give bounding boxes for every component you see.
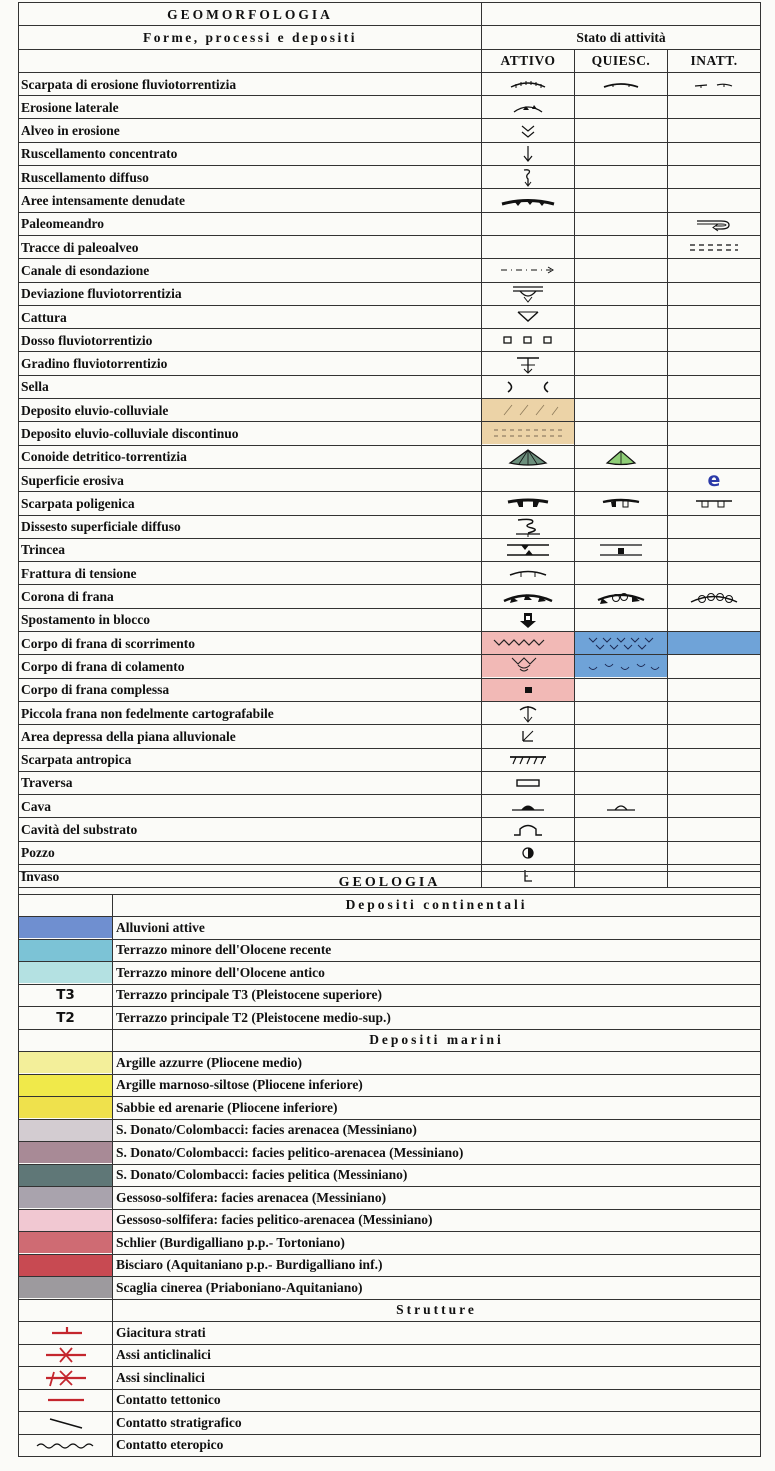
empty-cell: [482, 468, 575, 491]
debris-fan-q-symbol: [575, 445, 668, 468]
empty-cell: [668, 259, 761, 282]
column-header: INATT.: [668, 49, 761, 72]
geology-label: Alluvioni attive: [113, 917, 761, 940]
empty-cell: [575, 119, 668, 142]
quarry-symbol: [482, 795, 575, 818]
scarp-erosion-q-symbol: [575, 72, 668, 95]
empty-cell: [575, 282, 668, 305]
empty-cell: [668, 841, 761, 864]
landform-label: Sella: [19, 375, 482, 398]
paleochannel-symbol: [668, 235, 761, 258]
geomorphology-row: [19, 259, 761, 282]
empty-cell: [575, 818, 668, 841]
empty-cell: [575, 399, 668, 422]
depressed-area-symbol: [482, 725, 575, 748]
empty-cell: [668, 375, 761, 398]
empty-cell: [668, 771, 761, 794]
slide-body-i-symbol: [668, 632, 761, 655]
eluvial-deposit-discontinuous-symbol: [482, 422, 575, 445]
weir-symbol: [482, 771, 575, 794]
empty-cell: [482, 212, 575, 235]
empty-cell: [575, 562, 668, 585]
svg-text:e: e: [707, 470, 721, 491]
structure-label: Assi anticlinalici: [113, 1344, 761, 1367]
geology-row: [19, 984, 761, 1007]
column-header: ATTIVO: [482, 49, 575, 72]
polygenic-scarp-i-symbol: [668, 492, 761, 515]
landslide-crown-q-symbol: [575, 585, 668, 608]
landform-label: Corpo di frana complessa: [19, 678, 482, 701]
blank: [19, 894, 113, 917]
erosive-surface-symbol: [668, 468, 761, 491]
structures-title: Strutture: [113, 1299, 761, 1322]
geomorphology-row: [19, 585, 761, 608]
slide-body-symbol: [482, 632, 575, 655]
scarp-erosion-i-symbol: [668, 72, 761, 95]
geology-title: GEOLOGIA: [19, 872, 761, 895]
lateral-erosion-symbol: [482, 96, 575, 119]
tectonic-contact-symbol: [19, 1389, 113, 1412]
syncline-symbol: [19, 1367, 113, 1390]
structure-row: [19, 1434, 761, 1457]
geology-row: [19, 939, 761, 962]
structure-row: [19, 1389, 761, 1412]
landform-label: Superficie erosiva: [19, 468, 482, 491]
landform-label: Gradino fluviotorrentizio: [19, 352, 482, 375]
empty-cell: [575, 329, 668, 352]
substrate-cavity-symbol: [482, 818, 575, 841]
empty-cell: [668, 399, 761, 422]
geomorphology-row: [19, 72, 761, 95]
color-swatch: [19, 1209, 113, 1232]
empty-cell: [668, 795, 761, 818]
geology-row: [19, 1277, 761, 1300]
empty-cell: [668, 748, 761, 771]
landform-label: Scarpata antropica: [19, 748, 482, 771]
geomorphology-row: [19, 422, 761, 445]
anthropic-scarp-symbol: [482, 748, 575, 771]
empty-cell: [575, 608, 668, 631]
landslide-crown-i-symbol: [668, 585, 761, 608]
geomorphology-row: [19, 841, 761, 864]
color-swatch: [19, 1164, 113, 1187]
stratigraphic-contact-symbol: [19, 1412, 113, 1435]
color-swatch: [19, 1074, 113, 1097]
empty-cell: [668, 678, 761, 701]
geology-label: Sabbie ed arenarie (Pliocene inferiore): [113, 1097, 761, 1120]
structure-label: Contatto eteropico: [113, 1434, 761, 1457]
landform-label: Traversa: [19, 771, 482, 794]
geomorphology-row: [19, 655, 761, 678]
slide-body-q-symbol: [575, 632, 668, 655]
geology-row: [19, 962, 761, 985]
landform-label: Dosso fluviotorrentizio: [19, 329, 482, 352]
empty-cell: [668, 119, 761, 142]
empty-cell: [668, 701, 761, 724]
geomorphology-row: [19, 515, 761, 538]
geology-row: [19, 1007, 761, 1030]
color-swatch: [19, 1277, 113, 1300]
landform-label: Aree intensamente denudate: [19, 189, 482, 212]
structure-label: Assi sinclinalici: [113, 1367, 761, 1390]
geology-label: Argille marnoso-siltose (Pliocene inferiore): [113, 1074, 761, 1097]
geology-label: Bisciaro (Aquitaniano p.p.- Burdigalliano inf.): [113, 1254, 761, 1277]
geomorphology-row: [19, 352, 761, 375]
tension-fracture-symbol: [482, 562, 575, 585]
empty-cell: [668, 142, 761, 165]
empty-cell: [575, 352, 668, 375]
landform-label: Frattura di tensione: [19, 562, 482, 585]
geology-label: Scaglia cinerea (Priaboniano-Aquitaniano): [113, 1277, 761, 1300]
empty-cell: [575, 468, 668, 491]
geology-label: Gessoso-solfifera: facies pelitico-arenacea (Messiniano): [113, 1209, 761, 1232]
structure-label: Contatto stratigrafico: [113, 1412, 761, 1435]
debris-fan-symbol: [482, 445, 575, 468]
geomorphology-row: [19, 399, 761, 422]
geology-label: Terrazzo minore dell'Olocene antico: [113, 962, 761, 985]
color-swatch: [19, 939, 113, 962]
empty-cell: [575, 375, 668, 398]
geology-row: [19, 917, 761, 940]
geology-label: S. Donato/Colombacci: facies pelitica (Messiniano): [113, 1164, 761, 1187]
geomorphology-row: [19, 678, 761, 701]
geology-row: [19, 1097, 761, 1120]
bedding-symbol: [19, 1322, 113, 1345]
empty-cell: [575, 235, 668, 258]
landform-label: Corona di frana: [19, 585, 482, 608]
geomorphology-row: [19, 235, 761, 258]
empty-cell: [575, 259, 668, 282]
geology-row: [19, 1142, 761, 1165]
color-swatch: [19, 1254, 113, 1277]
empty-cell: [575, 701, 668, 724]
column-header: QUIESC.: [575, 49, 668, 72]
geomorphology-row: [19, 375, 761, 398]
empty-cell: [668, 352, 761, 375]
geology-label: S. Donato/Colombacci: facies pelitico-arenacea (Messiniano): [113, 1142, 761, 1165]
flow-body-symbol: [482, 655, 575, 678]
empty-cell: [575, 841, 668, 864]
geology-row: [19, 1209, 761, 1232]
empty-cell: [668, 608, 761, 631]
geology-label: Schlier (Burdigalliano p.p.- Tortoniano): [113, 1232, 761, 1255]
continental-deposits-title: Depositi continentali: [113, 894, 761, 917]
landform-label: Piccola frana non fedelmente cartografabile: [19, 701, 482, 724]
landform-label: Corpo di frana di colamento: [19, 655, 482, 678]
empty-cell: [668, 282, 761, 305]
landform-label: Deposito eluvio-colluviale: [19, 399, 482, 422]
geomorphology-title: GEOMORFOLOGIA: [19, 3, 482, 26]
empty-cell: [575, 189, 668, 212]
empty-cell: [668, 422, 761, 445]
empty-cell: [575, 212, 668, 235]
geomorphology-row: [19, 212, 761, 235]
empty-cell: [575, 305, 668, 328]
paleomeander-symbol: [668, 212, 761, 235]
landform-label: Paleomeandro: [19, 212, 482, 235]
geomorphology-row: [19, 305, 761, 328]
eluvial-deposit-symbol: [482, 399, 575, 422]
geology-row: [19, 1254, 761, 1277]
geology-label: Terrazzo principale T2 (Pleistocene medio-sup.): [113, 1007, 761, 1030]
geology-row: [19, 1119, 761, 1142]
color-swatch: [19, 1119, 113, 1142]
structure-row: [19, 1367, 761, 1390]
geomorphology-row: [19, 282, 761, 305]
empty-cell: [575, 748, 668, 771]
color-swatch: [19, 962, 113, 985]
geology-row: [19, 1164, 761, 1187]
landslide-crown-symbol: [482, 585, 575, 608]
landform-label: Cattura: [19, 305, 482, 328]
landform-label: Cavità del substrato: [19, 818, 482, 841]
header-spacer: [19, 49, 482, 72]
geomorphology-row: [19, 562, 761, 585]
scarp-erosion-symbol: [482, 72, 575, 95]
landform-label: Canale di esondazione: [19, 259, 482, 282]
saddle-symbol: [482, 375, 575, 398]
geology-label: Argille azzurre (Pliocene medio): [113, 1052, 761, 1075]
geomorphology-row: [19, 142, 761, 165]
trench-symbol: [482, 538, 575, 561]
structure-row: [19, 1322, 761, 1345]
trench-q-symbol: [575, 538, 668, 561]
marine-deposits-title: Depositi marini: [113, 1029, 761, 1052]
geomorphology-subtitle: Forme, processi e depositi: [19, 26, 482, 49]
block-displacement-symbol: [482, 608, 575, 631]
empty-cell: [668, 305, 761, 328]
structure-label: Contatto tettonico: [113, 1389, 761, 1412]
geomorphology-row: [19, 818, 761, 841]
empty-cell: [668, 445, 761, 468]
polygenic-scarp-symbol: [482, 492, 575, 515]
denuded-area-symbol: [482, 189, 575, 212]
surface-instability-symbol: [482, 515, 575, 538]
landform-label: Scarpata di erosione fluviotorrentizia: [19, 72, 482, 95]
header-blank: [482, 3, 761, 26]
diffuse-runoff-symbol: [482, 166, 575, 189]
river-ridge-symbol: [482, 329, 575, 352]
color-swatch: [19, 917, 113, 940]
empty-cell: [575, 142, 668, 165]
landform-label: Cava: [19, 795, 482, 818]
empty-cell: [575, 515, 668, 538]
color-swatch: [19, 1187, 113, 1210]
geology-label: Terrazzo minore dell'Olocene recente: [113, 939, 761, 962]
empty-cell: [668, 538, 761, 561]
empty-cell: [668, 96, 761, 119]
geomorphology-row: [19, 538, 761, 561]
color-swatch: [19, 1232, 113, 1255]
geology-row: [19, 1187, 761, 1210]
anticline-symbol: [19, 1344, 113, 1367]
geology-row: [19, 1074, 761, 1097]
complex-body-symbol: [482, 678, 575, 701]
empty-cell: [668, 189, 761, 212]
color-swatch: [19, 1097, 113, 1120]
landform-label: Pozzo: [19, 841, 482, 864]
landform-label: Invaso: [19, 864, 482, 887]
landform-label: Scarpata poligenica: [19, 492, 482, 515]
empty-cell: [668, 818, 761, 841]
empty-cell: [575, 771, 668, 794]
polygenic-scarp-q-symbol: [575, 492, 668, 515]
riverbed-erosion-symbol: [482, 119, 575, 142]
empty-cell: [575, 678, 668, 701]
landform-label: Trincea: [19, 538, 482, 561]
concentrated-runoff-symbol: [482, 142, 575, 165]
geomorphology-row: [19, 96, 761, 119]
geology-row: [19, 1232, 761, 1255]
terrace-code: T2: [19, 1007, 113, 1030]
geomorphology-row: [19, 608, 761, 631]
structure-row: [19, 1412, 761, 1435]
geology-row: [19, 1052, 761, 1075]
landform-label: Corpo di frana di scorrimento: [19, 632, 482, 655]
empty-cell: [575, 96, 668, 119]
overflow-channel-symbol: [482, 259, 575, 282]
activity-state-label: Stato di attività: [482, 26, 761, 49]
river-deviation-symbol: [482, 282, 575, 305]
geology-table: [18, 871, 761, 1457]
empty-cell: [668, 166, 761, 189]
structure-label: Giacitura strati: [113, 1322, 761, 1345]
landform-label: Tracce di paleoalveo: [19, 235, 482, 258]
geomorphology-row: [19, 119, 761, 142]
geomorphology-row: [19, 795, 761, 818]
landform-label: Ruscellamento concentrato: [19, 142, 482, 165]
blank: [19, 1299, 113, 1322]
quarry-q-symbol: [575, 795, 668, 818]
empty-cell: [575, 166, 668, 189]
geomorphology-row: [19, 492, 761, 515]
geomorphology-row: [19, 189, 761, 212]
geology-label: S. Donato/Colombacci: facies arenacea (Messiniano): [113, 1119, 761, 1142]
flow-body-q-symbol: [575, 655, 668, 678]
heteropic-contact-symbol: [19, 1434, 113, 1457]
geology-label: Gessoso-solfifera: facies arenacea (Messiniano): [113, 1187, 761, 1210]
empty-cell: [668, 655, 761, 678]
river-step-symbol: [482, 352, 575, 375]
landform-label: Conoide detritico-torrentizia: [19, 445, 482, 468]
geomorphology-row: [19, 771, 761, 794]
blank: [19, 1029, 113, 1052]
structure-row: [19, 1344, 761, 1367]
empty-cell: [668, 515, 761, 538]
landform-label: Spostamento in blocco: [19, 608, 482, 631]
empty-cell: [575, 422, 668, 445]
empty-cell: [482, 235, 575, 258]
well-symbol: [482, 841, 575, 864]
empty-cell: [668, 329, 761, 352]
landform-label: Area depressa della piana alluvionale: [19, 725, 482, 748]
geomorphology-row: [19, 725, 761, 748]
geomorphology-row: [19, 748, 761, 771]
geomorphology-table: [18, 2, 761, 888]
landform-label: Alveo in erosione: [19, 119, 482, 142]
geomorphology-row: [19, 329, 761, 352]
small-landslide-symbol: [482, 701, 575, 724]
geomorphology-row: [19, 166, 761, 189]
empty-cell: [575, 725, 668, 748]
geomorphology-row: [19, 701, 761, 724]
color-swatch: [19, 1142, 113, 1165]
landform-label: Erosione laterale: [19, 96, 482, 119]
geology-label: Terrazzo principale T3 (Pleistocene superiore): [113, 984, 761, 1007]
landform-label: Ruscellamento diffuso: [19, 166, 482, 189]
capture-symbol: [482, 305, 575, 328]
empty-cell: [668, 725, 761, 748]
empty-cell: [668, 562, 761, 585]
landform-label: Deposito eluvio-colluviale discontinuo: [19, 422, 482, 445]
geomorphology-row: [19, 632, 761, 655]
landform-label: Dissesto superficiale diffuso: [19, 515, 482, 538]
landform-label: Deviazione fluviotorrentizia: [19, 282, 482, 305]
color-swatch: [19, 1052, 113, 1075]
terrace-code: T3: [19, 984, 113, 1007]
geomorphology-row: [19, 468, 761, 491]
geomorphology-row: [19, 445, 761, 468]
